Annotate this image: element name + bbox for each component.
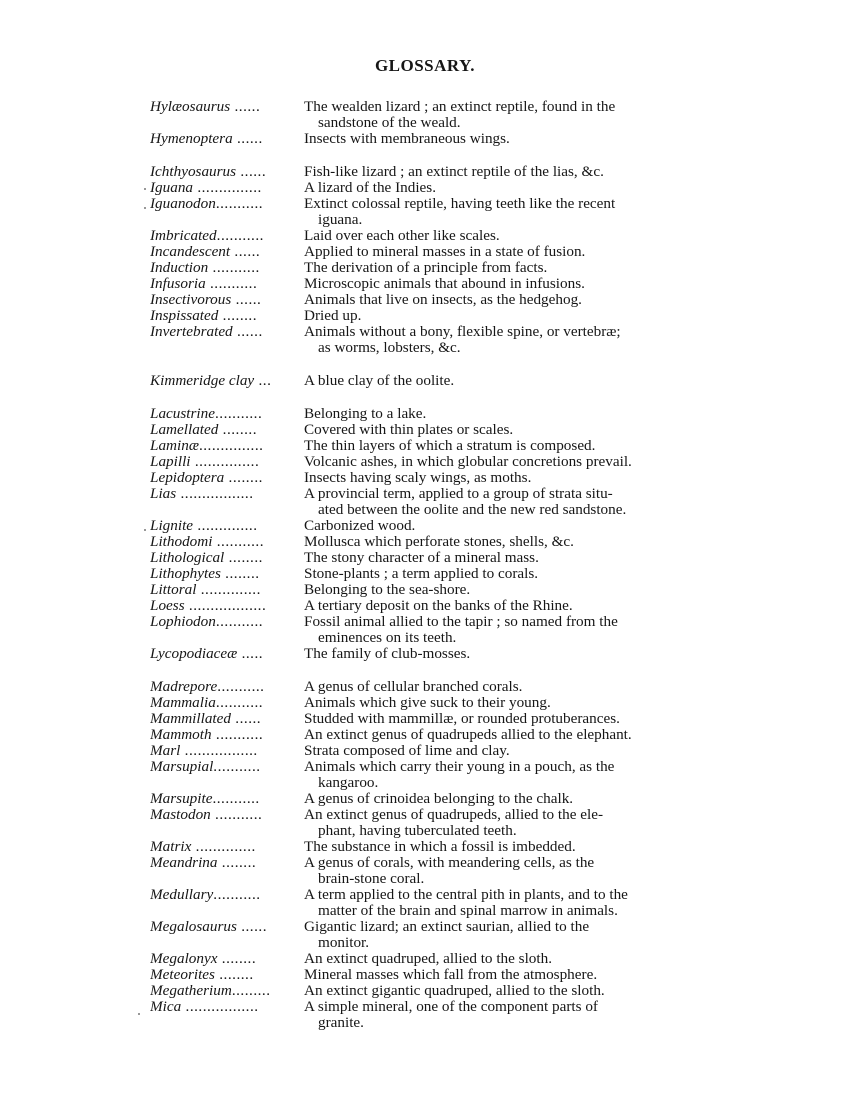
leader-dots: ........ bbox=[224, 550, 263, 566]
print-speck bbox=[144, 188, 146, 190]
term-word: Mica bbox=[150, 999, 182, 1015]
glossary-term bbox=[150, 180, 304, 196]
glossary-term bbox=[150, 983, 304, 999]
definition-line: The family of club-mosses. bbox=[304, 645, 471, 662]
definition-line: sandstone of the weald. bbox=[318, 114, 461, 131]
leader-dots: ........... bbox=[216, 228, 264, 244]
definition-line: Covered with thin plates or scales. bbox=[304, 421, 514, 438]
glossary-term bbox=[150, 470, 304, 486]
glossary-definition bbox=[304, 566, 710, 582]
definition-line: Animals that live on insects, as the hedgehog. bbox=[304, 291, 582, 308]
leader-dots: ........... bbox=[212, 791, 260, 807]
glossary-term bbox=[150, 324, 304, 340]
glossary-term bbox=[150, 791, 304, 807]
glossary-term bbox=[150, 131, 304, 147]
leader-dots: ............... bbox=[198, 438, 264, 454]
glossary-definition bbox=[304, 679, 710, 695]
glossary-definition bbox=[304, 276, 710, 292]
definition-line: An extinct genus of quadrupeds allied to the elephant. bbox=[304, 726, 632, 743]
term-word: Invertebrated bbox=[150, 324, 233, 340]
definition-line: A lizard of the Indies. bbox=[304, 179, 437, 196]
glossary-term bbox=[150, 839, 304, 855]
term-word: Kimmeridge clay bbox=[150, 373, 255, 389]
glossary-entry bbox=[150, 614, 710, 646]
definition-line: An extinct quadruped, allied to the sloth. bbox=[304, 950, 553, 967]
glossary-entry bbox=[150, 180, 710, 196]
glossary-entry bbox=[150, 244, 710, 260]
term-word: Iguana bbox=[150, 180, 194, 196]
glossary-entry bbox=[150, 598, 710, 614]
glossary-term bbox=[150, 999, 304, 1015]
glossary-entry bbox=[150, 292, 710, 308]
glossary-definition bbox=[304, 999, 710, 1031]
glossary-term bbox=[150, 99, 304, 115]
glossary-term bbox=[150, 260, 304, 276]
glossary-list bbox=[150, 99, 710, 1031]
print-speck bbox=[144, 529, 146, 531]
glossary-definition bbox=[304, 839, 710, 855]
term-word: Megalosaurus bbox=[150, 919, 237, 935]
term-word: Ichthyosaurus bbox=[150, 164, 237, 180]
leader-dots: ........ bbox=[220, 566, 260, 582]
definition-line: kangaroo. bbox=[318, 774, 379, 791]
leader-dots: ...... bbox=[232, 324, 263, 340]
leader-dots: ...... bbox=[231, 292, 262, 308]
glossary-entry bbox=[150, 470, 710, 486]
glossary-entry bbox=[150, 807, 710, 839]
glossary-definition bbox=[304, 711, 710, 727]
term-word: Iguanodon bbox=[150, 196, 216, 212]
glossary-term bbox=[150, 422, 304, 438]
term-word: Lignite bbox=[150, 518, 194, 534]
glossary-definition bbox=[304, 951, 710, 967]
term-word: Lithophytes bbox=[150, 566, 221, 582]
glossary-term bbox=[150, 695, 304, 711]
glossary-definition bbox=[304, 759, 710, 791]
term-word: Lapilli bbox=[150, 454, 191, 470]
glossary-entry bbox=[150, 967, 710, 983]
glossary-entry bbox=[150, 550, 710, 566]
leader-dots: ............... bbox=[193, 180, 262, 196]
glossary-entry bbox=[150, 887, 710, 919]
glossary-definition bbox=[304, 646, 710, 662]
definition-line: iguana. bbox=[318, 211, 363, 228]
glossary-term bbox=[150, 518, 304, 534]
glossary-term bbox=[150, 486, 304, 502]
glossary-entry bbox=[150, 308, 710, 324]
glossary-term bbox=[150, 679, 304, 695]
glossary-term bbox=[150, 887, 304, 903]
leader-dots: ........... bbox=[211, 727, 264, 743]
definition-line: A simple mineral, one of the component parts of bbox=[304, 998, 598, 1015]
glossary-definition bbox=[304, 196, 710, 228]
definition-line: A genus of crinoidea belonging to the chalk. bbox=[304, 790, 574, 807]
leader-dots: ........... bbox=[214, 406, 263, 422]
definition-line: Insects with membraneous wings. bbox=[304, 130, 510, 147]
term-word: Hymenoptera bbox=[150, 131, 233, 147]
glossary-definition bbox=[304, 550, 710, 566]
leader-dots: ...... bbox=[230, 99, 261, 115]
glossary-term bbox=[150, 743, 304, 759]
glossary-term bbox=[150, 373, 304, 389]
definition-line: Animals which carry their young in a pouch, as the bbox=[304, 758, 615, 775]
leader-dots: .............. bbox=[193, 518, 258, 534]
leader-dots: ........... bbox=[215, 196, 264, 212]
glossary-term bbox=[150, 919, 304, 935]
glossary-definition bbox=[304, 807, 710, 839]
glossary-entry bbox=[150, 791, 710, 807]
glossary-term bbox=[150, 582, 304, 598]
glossary-entry bbox=[150, 422, 710, 438]
glossary-definition bbox=[304, 373, 710, 389]
definition-line: Strata composed of lime and clay. bbox=[304, 742, 510, 759]
term-word: Mastodon bbox=[150, 807, 211, 823]
definition-line: granite. bbox=[318, 1014, 364, 1031]
glossary-entry bbox=[150, 228, 710, 244]
definition-line: Mineral masses which fall from the atmosphere. bbox=[304, 966, 598, 983]
glossary-definition bbox=[304, 486, 710, 518]
definition-line: The substance in which a fossil is imbedded. bbox=[304, 838, 576, 855]
leader-dots: ........... bbox=[205, 276, 258, 292]
leader-dots: ................. bbox=[176, 486, 254, 502]
term-word: Inspissated bbox=[150, 308, 219, 324]
page-title: GLOSSARY. bbox=[374, 56, 476, 75]
glossary-definition bbox=[304, 518, 710, 534]
glossary-definition bbox=[304, 470, 710, 486]
term-word: Lophiodon bbox=[150, 614, 216, 630]
term-word: Megalonyx bbox=[150, 951, 218, 967]
glossary-term bbox=[150, 164, 304, 180]
term-word: Insectivorous bbox=[150, 292, 232, 308]
glossary-definition bbox=[304, 887, 710, 919]
glossary-definition bbox=[304, 743, 710, 759]
term-word: Lias bbox=[150, 486, 177, 502]
glossary-term bbox=[150, 727, 304, 743]
leader-dots: ........... bbox=[215, 695, 264, 711]
definition-line: Fossil animal allied to the tapir ; so named from the bbox=[304, 613, 618, 630]
definition-line: The thin layers of which a stratum is composed. bbox=[304, 437, 596, 454]
glossary-definition bbox=[304, 292, 710, 308]
glossary-term bbox=[150, 276, 304, 292]
definition-line: matter of the brain and spinal marrow in animals. bbox=[318, 902, 618, 919]
glossary-entry bbox=[150, 196, 710, 228]
term-word: Matrix bbox=[150, 839, 192, 855]
glossary-definition bbox=[304, 438, 710, 454]
glossary-entry bbox=[150, 276, 710, 292]
term-word: Infusoria bbox=[150, 276, 206, 292]
term-word: Hylæosaurus bbox=[150, 99, 231, 115]
leader-dots: ......... bbox=[231, 983, 271, 999]
definition-line: Mollusca which perforate stones, shells, &c. bbox=[304, 533, 574, 550]
glossary-term bbox=[150, 759, 304, 775]
glossary-term bbox=[150, 308, 304, 324]
leader-dots: ........... bbox=[217, 679, 265, 695]
leader-dots: ........ bbox=[218, 422, 258, 438]
definition-line: Dried up. bbox=[304, 307, 362, 324]
leader-dots: ........ bbox=[218, 308, 258, 324]
definition-line: A genus of corals, with meandering cells, as the bbox=[304, 854, 595, 871]
leader-dots: ........ bbox=[217, 855, 257, 871]
glossary-term bbox=[150, 566, 304, 582]
glossary-definition bbox=[304, 582, 710, 598]
glossary-entry bbox=[150, 518, 710, 534]
glossary-entry bbox=[150, 951, 710, 967]
glossary-term bbox=[150, 855, 304, 871]
glossary-entry bbox=[150, 711, 710, 727]
leader-dots: ............... bbox=[190, 454, 260, 470]
leader-dots: ................. bbox=[181, 999, 259, 1015]
term-word: Marsupite bbox=[150, 791, 213, 807]
glossary-definition bbox=[304, 614, 710, 646]
glossary-definition bbox=[304, 598, 710, 614]
leader-dots: ........... bbox=[212, 534, 265, 550]
glossary-entry bbox=[150, 373, 710, 389]
glossary-term bbox=[150, 534, 304, 550]
leader-dots: ........... bbox=[213, 759, 261, 775]
term-word: Littoral bbox=[150, 582, 197, 598]
leader-dots: ........... bbox=[208, 260, 260, 276]
definition-line: Stone-plants ; a term applied to corals. bbox=[304, 565, 539, 582]
definition-line: ated between the oolite and the new red sandstone. bbox=[318, 501, 627, 518]
term-word: Madrepore bbox=[150, 679, 218, 695]
glossary-entry bbox=[150, 919, 710, 951]
glossary-definition bbox=[304, 180, 710, 196]
leader-dots: ...... bbox=[232, 131, 263, 147]
glossary-definition bbox=[304, 534, 710, 550]
term-word: Mammoth bbox=[150, 727, 212, 743]
glossary-entry bbox=[150, 582, 710, 598]
glossary-definition bbox=[304, 406, 710, 422]
definition-line: A tertiary deposit on the banks of the Rhine. bbox=[304, 597, 573, 614]
definition-line: A genus of cellular branched corals. bbox=[304, 678, 523, 695]
glossary-term bbox=[150, 292, 304, 308]
definition-line: Animals which give suck to their young. bbox=[304, 694, 551, 711]
glossary-definition bbox=[304, 260, 710, 276]
glossary-term bbox=[150, 454, 304, 470]
term-word: Meteorites bbox=[150, 967, 215, 983]
glossary-entry bbox=[150, 679, 710, 695]
leader-dots: ........... bbox=[210, 807, 263, 823]
definition-line: A blue clay of the oolite. bbox=[304, 372, 455, 389]
definition-line: Belonging to the sea-shore. bbox=[304, 581, 471, 598]
glossary-term bbox=[150, 711, 304, 727]
glossary-definition bbox=[304, 967, 710, 983]
leader-dots: .................. bbox=[184, 598, 267, 614]
leader-dots: .............. bbox=[196, 582, 261, 598]
leader-dots: ........ bbox=[217, 951, 257, 967]
glossary-entry bbox=[150, 999, 710, 1031]
glossary-term bbox=[150, 550, 304, 566]
glossary-entry bbox=[150, 566, 710, 582]
glossary-entry bbox=[150, 695, 710, 711]
glossary-term bbox=[150, 646, 304, 662]
term-word: Imbricated bbox=[150, 228, 217, 244]
glossary-entry bbox=[150, 131, 710, 147]
glossary-definition bbox=[304, 308, 710, 324]
glossary-definition bbox=[304, 791, 710, 807]
glossary-entry bbox=[150, 983, 710, 999]
glossary-entry bbox=[150, 743, 710, 759]
glossary-entry bbox=[150, 486, 710, 518]
definition-line: Extinct colossal reptile, having teeth like the recent bbox=[304, 195, 616, 212]
glossary-definition bbox=[304, 919, 710, 951]
leader-dots: ...... bbox=[230, 244, 261, 260]
leader-dots: ........ bbox=[214, 967, 254, 983]
term-word: Laminæ bbox=[150, 438, 199, 454]
glossary-entry bbox=[150, 534, 710, 550]
term-word: Mammillated bbox=[150, 711, 231, 727]
term-word: Lithodomi bbox=[150, 534, 213, 550]
glossary-definition bbox=[304, 228, 710, 244]
definition-line: Applied to mineral masses in a state of fusion. bbox=[304, 243, 586, 260]
glossary-definition bbox=[304, 695, 710, 711]
term-word: Meandrina bbox=[150, 855, 218, 871]
definition-line: brain-stone coral. bbox=[318, 870, 425, 887]
glossary-definition bbox=[304, 164, 710, 180]
term-word: Megatherium bbox=[150, 983, 232, 999]
term-word: Lamellated bbox=[150, 422, 219, 438]
term-word: Medullary bbox=[150, 887, 214, 903]
definition-line: The derivation of a principle from facts. bbox=[304, 259, 548, 276]
glossary-definition bbox=[304, 983, 710, 999]
definition-line: The stony character of a mineral mass. bbox=[304, 549, 539, 566]
glossary-term bbox=[150, 196, 304, 212]
definition-line: Animals without a bony, flexible spine, or vertebræ; bbox=[304, 323, 621, 340]
leader-dots: ... bbox=[254, 373, 272, 389]
leader-dots: ........... bbox=[215, 614, 264, 630]
glossary-entry bbox=[150, 855, 710, 887]
definition-line: Microscopic animals that abound in infusions. bbox=[304, 275, 585, 292]
definition-line: Insects having scaly wings, as moths. bbox=[304, 469, 532, 486]
term-word: Lacustrine bbox=[150, 406, 215, 422]
leader-dots: ..... bbox=[237, 646, 264, 662]
glossary-entry bbox=[150, 164, 710, 180]
leader-dots: ...... bbox=[231, 711, 262, 727]
definition-line: Volcanic ashes, in which globular concretions prevail. bbox=[304, 453, 632, 470]
glossary-definition bbox=[304, 855, 710, 887]
term-word: Marl bbox=[150, 743, 181, 759]
glossary-entry bbox=[150, 324, 710, 356]
definition-line: Laid over each other like scales. bbox=[304, 227, 500, 244]
glossary-entry bbox=[150, 646, 710, 662]
glossary-term bbox=[150, 807, 304, 823]
term-word: Marsupial bbox=[150, 759, 214, 775]
leader-dots: ................. bbox=[180, 743, 258, 759]
term-word: Mammalia bbox=[150, 695, 216, 711]
term-word: Lycopodiaceæ bbox=[150, 646, 238, 662]
glossary-definition bbox=[304, 131, 710, 147]
leader-dots: ........... bbox=[213, 887, 261, 903]
glossary-definition bbox=[304, 727, 710, 743]
glossary-term bbox=[150, 967, 304, 983]
definition-line: A term applied to the central pith in plants, and to the bbox=[304, 886, 628, 903]
definition-line: eminences on its teeth. bbox=[318, 629, 457, 646]
glossary-term bbox=[150, 438, 304, 454]
print-speck bbox=[144, 207, 146, 209]
glossary-entry bbox=[150, 759, 710, 791]
glossary-term bbox=[150, 228, 304, 244]
term-word: Induction bbox=[150, 260, 209, 276]
glossary-entry bbox=[150, 260, 710, 276]
definition-line: An extinct gigantic quadruped, allied to the sloth. bbox=[304, 982, 605, 999]
print-speck bbox=[138, 1013, 140, 1015]
glossary-entry bbox=[150, 727, 710, 743]
term-word: Lithological bbox=[150, 550, 225, 566]
definition-line: as worms, lobsters, &c. bbox=[318, 339, 461, 356]
definition-line: Belonging to a lake. bbox=[304, 405, 427, 422]
glossary-entry bbox=[150, 839, 710, 855]
term-word: Loess bbox=[150, 598, 185, 614]
leader-dots: ...... bbox=[236, 919, 267, 935]
definition-line: Carbonized wood. bbox=[304, 517, 416, 534]
glossary-term bbox=[150, 614, 304, 630]
leader-dots: ...... bbox=[236, 164, 267, 180]
glossary-definition bbox=[304, 99, 710, 131]
definition-line: Studded with mammillæ, or rounded protuberances. bbox=[304, 710, 620, 727]
glossary-definition bbox=[304, 324, 710, 356]
glossary-definition bbox=[304, 244, 710, 260]
glossary-definition bbox=[304, 422, 710, 438]
definition-line: Fish-like lizard ; an extinct reptile of the lias, &c. bbox=[304, 163, 604, 180]
definition-line: An extinct genus of quadrupeds, allied to the ele- bbox=[304, 806, 604, 823]
term-word: Incandescent bbox=[150, 244, 231, 260]
glossary-entry bbox=[150, 406, 710, 422]
glossary-entry bbox=[150, 99, 710, 131]
glossary-entry bbox=[150, 454, 710, 470]
glossary-term bbox=[150, 406, 304, 422]
glossary-term bbox=[150, 598, 304, 614]
glossary-term bbox=[150, 244, 304, 260]
glossary-definition bbox=[304, 454, 710, 470]
glossary-entry bbox=[150, 438, 710, 454]
definition-line: Gigantic lizard; an extinct saurian, allied to the bbox=[304, 918, 590, 935]
definition-line: A provincial term, applied to a group of strata situ- bbox=[304, 485, 613, 502]
definition-line: The wealden lizard ; an extinct reptile, found in the bbox=[304, 98, 616, 115]
definition-line: phant, having tuberculated teeth. bbox=[318, 822, 517, 839]
leader-dots: ........ bbox=[224, 470, 263, 486]
glossary-term bbox=[150, 951, 304, 967]
term-word: Lepidoptera bbox=[150, 470, 225, 486]
definition-line: monitor. bbox=[318, 934, 370, 951]
leader-dots: .............. bbox=[191, 839, 256, 855]
